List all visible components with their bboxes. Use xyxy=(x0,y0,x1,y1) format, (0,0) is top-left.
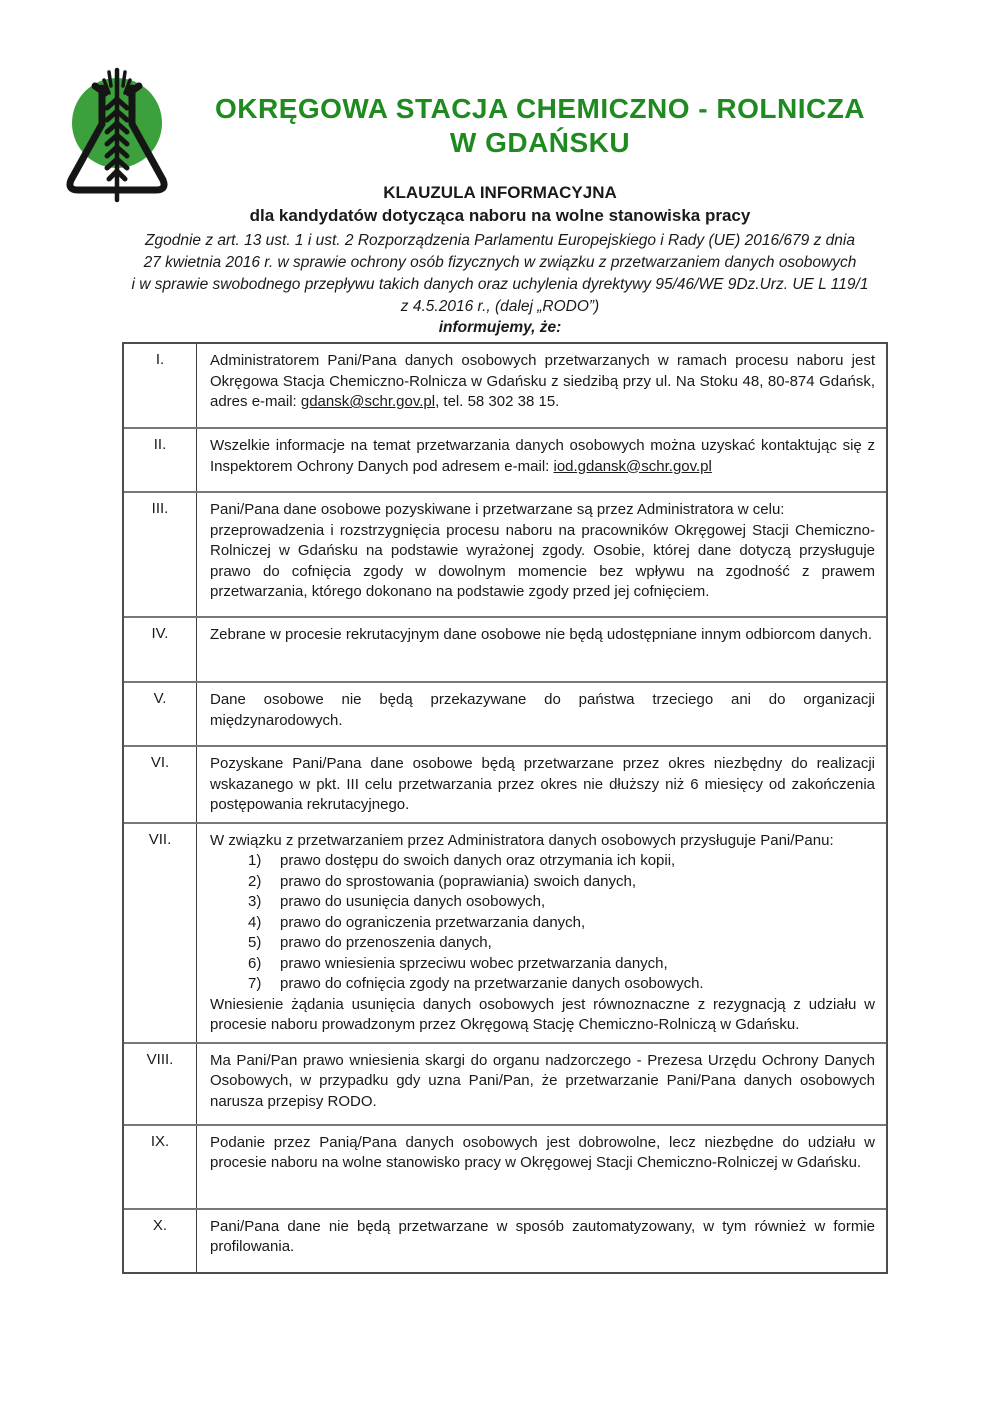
rights-list-item: prawo wniesienia sprzeciwu wobec przetwarzania danych, xyxy=(280,954,668,972)
row-number: III. xyxy=(124,493,197,616)
row-number: I. xyxy=(124,344,197,427)
row-content xyxy=(197,824,886,1042)
row-text: Ma Pani/Pan prawo wniesienia skargi do organu nadzorczego - Prezesa Urzędu Ochrony Danych Osobowych, w przypadku gdy uzna Pani/Pan, że przetwarzanie Pani/Pana danych osobowych narusza przepisy RODO. xyxy=(210,1051,875,1110)
wheat-ear-in-flask-icon xyxy=(60,66,172,204)
row-content xyxy=(197,429,886,491)
organization-logo xyxy=(60,66,172,204)
row-text: Wszelkie informacje na temat przetwarzania danych osobowych można uzyskać kontaktując się z Inspektorem Ochrony Danych pod adresem e-mail: xyxy=(210,437,875,475)
row-text: Administratorem Pani/Pana danych osobowych przetwarzanych w ramach procesu naboru jest Okręgowa Stacja Chemiczno-Rolnicza w Gdańsku z siedzibą przy ul. Na Stoku 48, 80-874 Gdańsk, adres e-mail: xyxy=(210,352,875,410)
row-number: II. xyxy=(124,429,197,491)
email-link[interactable]: gdansk@schr.gov.pl xyxy=(300,393,436,410)
row-number: IX. xyxy=(124,1126,197,1208)
row-content xyxy=(197,747,886,822)
row-text: Dane osobowe nie będą przekazywane do państwa trzeciego ani do organizacji międzynarodowych. xyxy=(210,691,875,729)
row-text: , tel. 58 302 38 15. xyxy=(435,393,560,410)
table-row xyxy=(124,681,886,745)
table-row xyxy=(124,344,886,427)
legal-line: i w sprawie swobodnego przepływu takich danych oraz uchylenia dyrektywy 95/46/WE 9Dz.Urz. UE L 119/1 xyxy=(131,276,869,293)
row-content xyxy=(197,1210,886,1272)
rights-list-item: prawo do usunięcia danych osobowych, xyxy=(280,893,546,910)
table-row xyxy=(124,822,886,1042)
row-text-after: Wniesienie żądania usunięcia danych osobowych jest równoznaczne z rezygnacją z udziału w procesie naboru prowadzonym przez Okręgową Stację Chemiczno-Rolniczą w Gdańsku. xyxy=(210,995,875,1033)
table-row xyxy=(124,1124,886,1208)
table-row xyxy=(124,745,886,822)
document-subtitle: dla kandydatów dotycząca naboru na wolne stanowiska pracy xyxy=(249,206,751,225)
organization-title-line2: W GDAŃSKU xyxy=(449,127,631,158)
legal-line: z 4.5.2016 r., (dalej „RODO”) xyxy=(400,298,600,315)
organization-title-line1: OKRĘGOWA STACJA CHEMICZNO - ROLNICZA xyxy=(214,93,866,124)
rights-list xyxy=(210,851,875,995)
rights-list-item: prawo do ograniczenia przetwarzania danych, xyxy=(280,913,586,931)
row-text: przeprowadzenia i rozstrzygnięcia procesu naboru na pracowników Okręgowej Stacji Chemiczno-Rolniczej w Gdańsku na podstawie wyrażonej zgody. Osobie, której dane dotyczą przysługuje prawo do cofnięcia zgody w dowolnym momencie bez wpływu na zgodność z prawem przetwarzania, którego dokonano na podstawie zgody przed jej cofnięciem. xyxy=(210,521,875,600)
row-number: VI. xyxy=(124,747,197,822)
table-row xyxy=(124,1208,886,1272)
organization-title xyxy=(190,92,890,160)
row-text: Zebrane w procesie rekrutacyjnym dane osobowe nie będą udostępniane innym odbiorcom danych. xyxy=(210,626,873,643)
table-row xyxy=(124,427,886,491)
row-number: V. xyxy=(124,683,197,745)
row-number: X. xyxy=(124,1210,197,1272)
row-text: Pani/Pana dane nie będą przetwarzane w sposób zautomatyzowany, w tym również w formie profilowania. xyxy=(210,1217,875,1255)
row-content xyxy=(197,683,886,745)
document-title: KLAUZULA INFORMACYJNA xyxy=(383,183,617,202)
email-link[interactable]: iod.gdansk@schr.gov.pl xyxy=(553,457,712,475)
rights-list-item: prawo do sprostowania (poprawiania) swoich danych, xyxy=(280,872,637,890)
legal-basis-paragraph xyxy=(0,230,1000,318)
rights-list-item: prawo dostępu do swoich danych oraz otrzymania ich kopii, xyxy=(280,852,676,869)
table-row xyxy=(124,616,886,681)
row-number: VIII. xyxy=(124,1044,197,1124)
intro-line: informujemy, że: xyxy=(438,319,562,336)
row-text: Pani/Pana dane osobowe pozyskiwane i przetwarzane są przez Administratora w celu: xyxy=(210,501,785,518)
row-number: IV. xyxy=(124,618,197,681)
row-content xyxy=(197,493,886,616)
row-text: Pozyskane Pani/Pana dane osobowe będą przetwarzane przez okres niezbędny do realizacji wskazanego w pkt. III celu przetwarzania przez okres nie dłuższy niż 6 miesięcy od zakończenia postępowania rekrutacyjnego. xyxy=(210,755,875,813)
legal-line: 27 kwietnia 2016 r. w sprawie ochrony osób fizycznych w związku z przetwarzaniem danych osobowych xyxy=(143,254,857,271)
row-content xyxy=(197,344,886,427)
row-content xyxy=(197,1044,886,1124)
table-row xyxy=(124,491,886,616)
row-content xyxy=(197,1126,886,1208)
info-table xyxy=(122,342,888,1274)
row-content xyxy=(197,618,886,681)
rights-list-item: prawo do przenoszenia danych, xyxy=(280,934,492,951)
table-row xyxy=(124,1042,886,1124)
rights-list-item: prawo do cofnięcia zgody na przetwarzanie danych osobowych. xyxy=(280,975,704,992)
row-text: W związku z przetwarzaniem przez Administratora danych osobowych przysługuje Pani/Panu: xyxy=(210,831,834,849)
legal-line: Zgodnie z art. 13 ust. 1 i ust. 2 Rozporządzenia Parlamentu Europejskiego i Rady (UE) 2016/679 z dnia xyxy=(145,232,855,249)
row-number: VII. xyxy=(124,824,197,1042)
row-text: Podanie przez Panią/Pana danych osobowych jest dobrowolne, lecz niezbędne do udziału w procesie naboru na wolne stanowisko pracy w Okręgowej Stacji Chemiczno-Rolniczej w Gdańsku. xyxy=(210,1133,875,1171)
